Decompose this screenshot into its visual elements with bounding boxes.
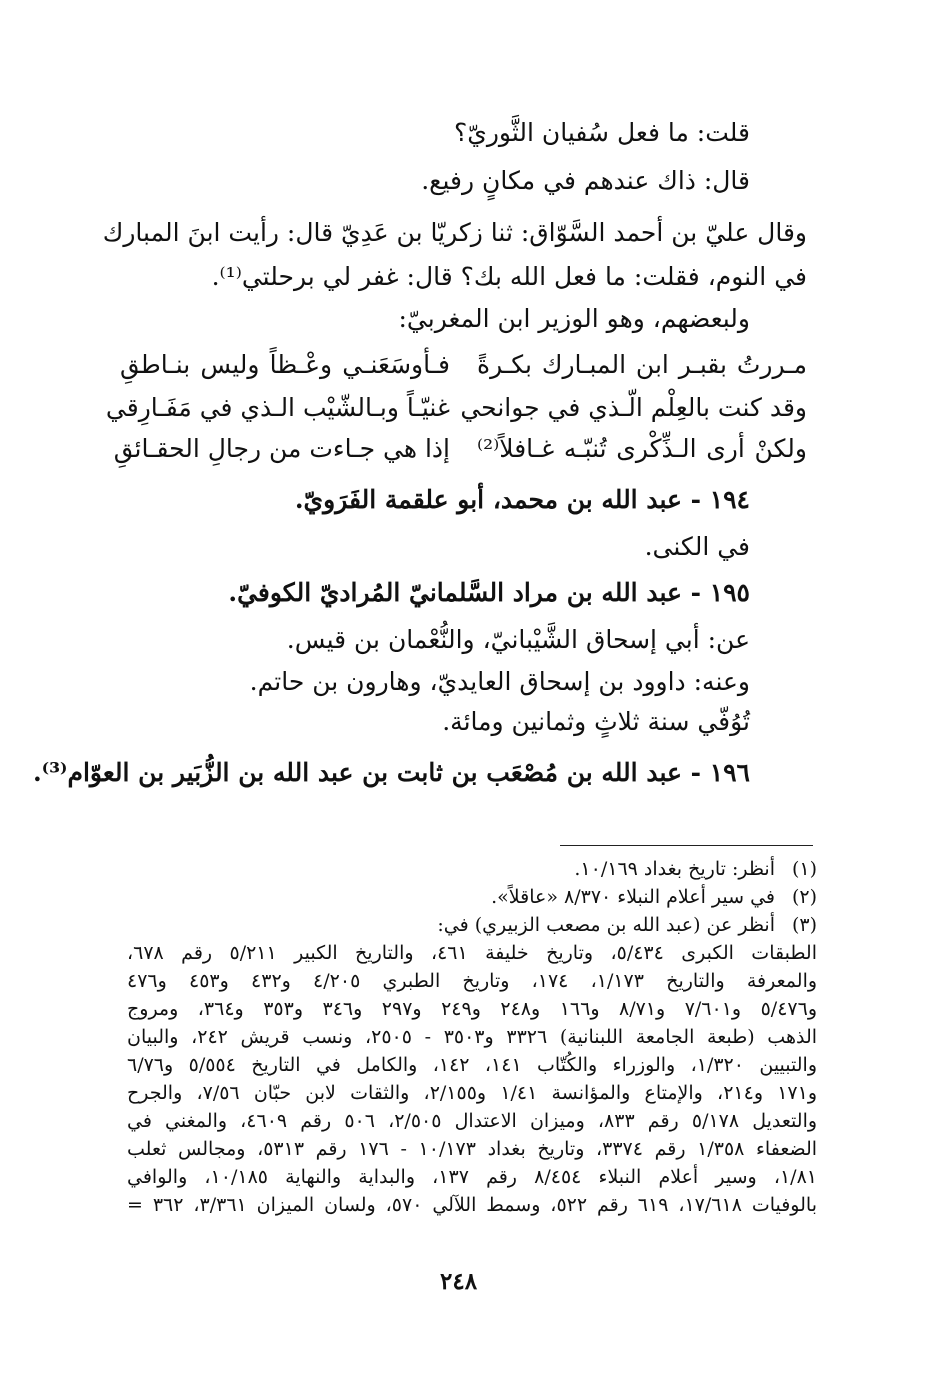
footnote-separator [560,845,813,846]
poem-hemistich: فـأوسَعَنـي وعْـظاً وليس بنـاطقِ [120,350,450,379]
entry-heading-195: ١٩٥ - عبد الله بن مراد السَّلمانيّ المُراديّ الكوفيّ. [228,578,750,607]
main-line: قلت: ما فعل سُفيان الثَّوريّ؟ [454,118,750,147]
footnote-number: (١) [791,858,817,880]
entry-text: عن: أبي إسحاق الشَّيْبانيّ، والنُّعْمان بن قيس. [286,625,750,654]
footnote-line: والتبيين ١/٣٢٠، والوزراء والكُتّاب ١٤١، ١٤٢، والكامل في التاريخ ٥/٥٥٤ و٦/٧٦ [127,1054,817,1076]
main-line: قال: ذاك عندهم في مكانٍ رفيع. [421,166,750,195]
entry-text: تُوُفّي سنة ثلاثٍ وثمانين ومائة. [442,707,750,736]
footnote-line: الضعفاء ١/٣٥٨ رقم ٣٣٧٤، وتاريخ بغداد ١٠/١٧٣ - ١٧٦ رقم ٥٣١٣، ومجالس ثعلب [127,1138,818,1160]
poem-hemistich: ولكنْ أرى الـذِّكْرى تُنبّـه غـافلاً⁽²⁾ [477,434,807,463]
footnote-text: أنظر: تاريخ بغداد ١٠/١٦٩. [574,858,775,880]
footnote-line: الذهب (طبعة الجامعة اللبنانية) ٣٣٢٦ و٣٥٠٣ - ٢٥٠٥، ونسب قريش ٢٤٢، والبيان [127,1026,818,1048]
footnote-line: و٥/٤٧٦ و٧/٦٠١ و٨/٧١ و١٦٦ و٢٤٨ و٢٤٩ و٢٩٧ و٣٤٦ و٣٥٣ و٣٦٤، ومروج [127,998,818,1020]
main-line: ولبعضهم، وهو الوزير ابن المغربيّ: [398,304,750,333]
entry-text: وعنه: داوود بن إسحاق العايديّ، وهارون بن حاتم. [249,667,750,696]
entry-heading-194: ١٩٤ - عبد الله بن محمد، أبو علقمة الفَرَويّ. [294,485,750,514]
footnote-line: والمعرفة والتاريخ ١/١٧٣، ١٧٤، وتاريخ الطبري ٤/٢٠٥ و٤٣٢ و٤٥٣ و٤٧٦ [127,970,818,992]
poem-hemistich: مـررتُ بقبـر ابن المبـارك بكـرةً [477,350,807,379]
footnote-number: (٢) [791,886,817,908]
footnote-text: أنظر عن (عبد الله بن مصعب الزبيري) في: [437,914,775,936]
main-line: في النوم، فقلت: ما فعل الله بك؟ قال: غفر لي برحلتي⁽¹⁾. [211,262,807,291]
footnote-line: بالوفيات ١٧/٦١٨، ٦١٩ رقم ٥٢٢، وسمط اللآلي ٥٧٠، ولسان الميزان ٣/٣٦١، ٣٦٢ = [127,1194,817,1216]
main-line: وقال عليّ بن أحمد السَّوّاق: ثنا زكريّا بن عَدِيّ قال: رأيت ابنَ المبارك [102,218,807,247]
entry-text: في الكنى. [644,532,750,561]
footnote-line: و١٧١ و٢١٤، والإمتاع والمؤانسة ١/٤١ و٢/١٥٥، والثقات لابن حبّان ٧/٥٦، والجرح [127,1082,818,1104]
poem-hemistich: وقد كنت بالعِلْم الّـذي في جوانحي [460,393,807,422]
poem-hemistich: غنيّـاً وبـالشّيْب الـذي في مَفَـارِقي [105,393,450,422]
page-number: ٢٤٨ [440,1268,478,1295]
footnote-number: (٣) [791,914,817,936]
footnote-line: والتعديل ٥/١٧٨ رقم ٨٣٣، وميزان الاعتدال ٢/٥٠٥، ٥٠٦ رقم ٤٦٠٩، والمغني في [127,1110,818,1132]
entry-heading-196: ١٩٦ - عبد الله بن مُصْعَب بن ثابت بن عبد الله بن الزُّبَير بن العوّام⁽³⁾. [32,758,750,787]
poem-hemistich: إذا هي جـاءت من رجالِ الحقـائقِ [113,434,450,463]
footnote-line: ١/٨١، وسير أعلام النبلاء ٨/٤٥٤ رقم ١٣٧، والبداية والنهاية ١٠/١٨٥، والوافي [127,1166,817,1188]
footnote-text: في سير أعلام النبلاء ٨/٣٧٠ «عاقلاً». [491,886,775,908]
footnote-line: الطبقات الكبرى ٥/٤٣٤، وتاريخ خليفة ٤٦١، والتاريخ الكبير ٥/٢١١ رقم ٦٧٨، [127,942,817,964]
